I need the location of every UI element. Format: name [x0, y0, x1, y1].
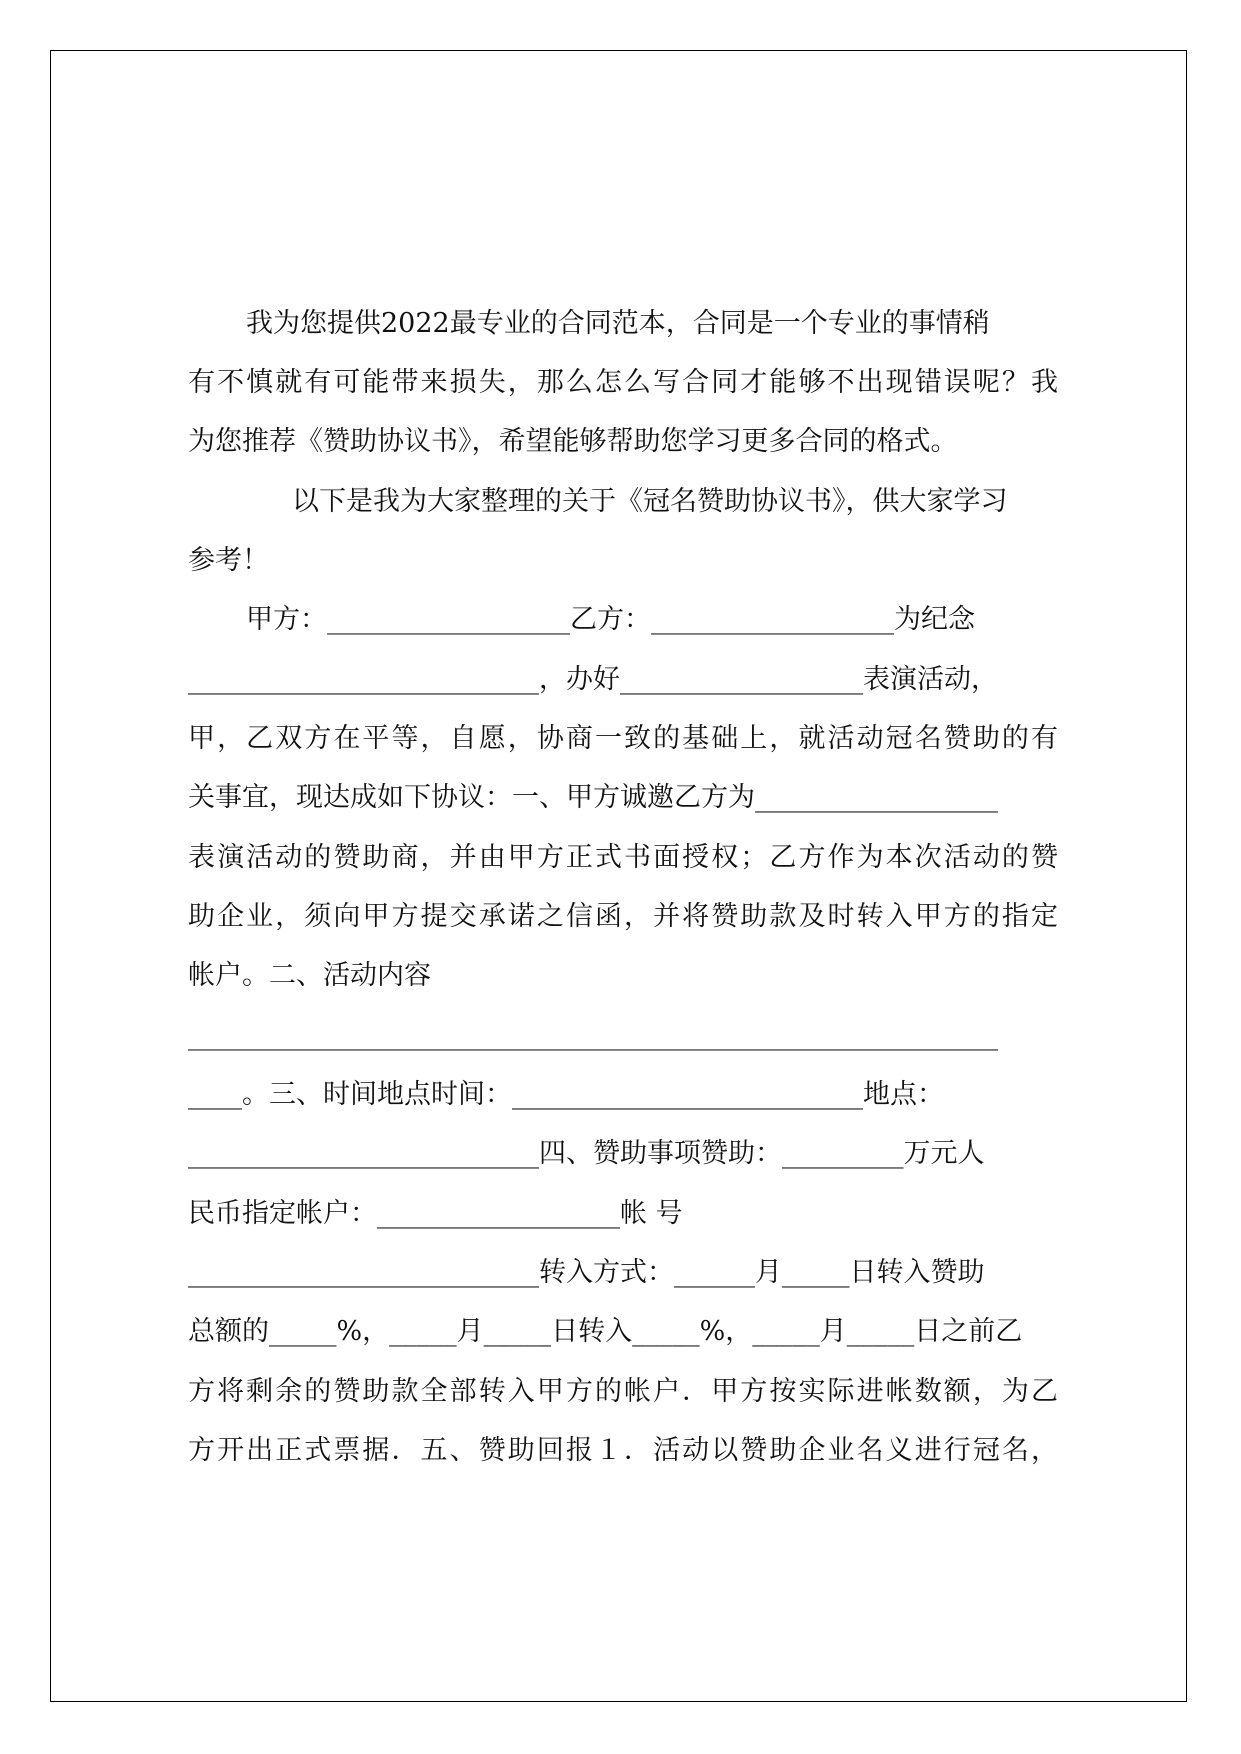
paragraph-line: 有不慎就有可能带来损失，那么怎么写合同才能够不出现错误呢？我 [188, 367, 1058, 398]
paragraph-line: 表演活动的赞助商，并由甲方正式书面授权；乙方作为本次活动的赞 [188, 842, 1058, 873]
paragraph-line: 帐户。二、活动内容 [188, 960, 431, 991]
paragraph-line: ____________________________________________________________ [188, 1020, 998, 1051]
paragraph-line: __________________________四、赞助事项赞助：_________万元人 [188, 1138, 985, 1169]
paragraph-line: 助企业，须向甲方提交承诺之信函，并将赞助款及时转入甲方的指定 [188, 901, 1058, 932]
paragraph-line: 民币指定帐户：__________________帐 号 [188, 1198, 683, 1229]
paragraph-line: __________________________，办好__________________表演活动， [188, 664, 998, 695]
paragraph-line: 以下是我为大家整理的关于《冠名赞助协议书》，供大家学习 [292, 486, 1008, 517]
paragraph-line: 方开出正式票据．五、赞助回报１．活动以赞助企业名义进行冠名， [188, 1435, 1058, 1466]
paragraph-line: 方将剩余的赞助款全部转入甲方的帐户．甲方按实际进帐数额，为乙 [188, 1376, 1058, 1407]
paragraph-line: 我为您提供2022最专业的合同范本，合同是一个专业的事情稍 [246, 308, 990, 339]
paragraph-line: 甲，乙双方在平等，自愿，协商一致的基础上，就活动冠名赞助的有 [188, 723, 1058, 754]
paragraph-line: 关事宜，现达成如下协议：一、甲方诚邀乙方为__________________ [188, 782, 998, 813]
paragraph-line: 为您推荐《赞助协议书》，希望能够帮助您学习更多合同的格式。 [188, 426, 958, 457]
paragraph-line: __________________________转入方式：______月_____日转入赞助 [188, 1257, 985, 1288]
paragraph-line: 总额的_____%，_____月_____日转入_____%，_____月_____日之前乙 [188, 1316, 1023, 1347]
paragraph-line: 甲方：__________________乙方：__________________为纪念 [246, 604, 975, 635]
paragraph-line: ____。三、时间地点时间：__________________________地点： [188, 1079, 944, 1110]
paragraph-line: 参考！ [188, 545, 269, 576]
